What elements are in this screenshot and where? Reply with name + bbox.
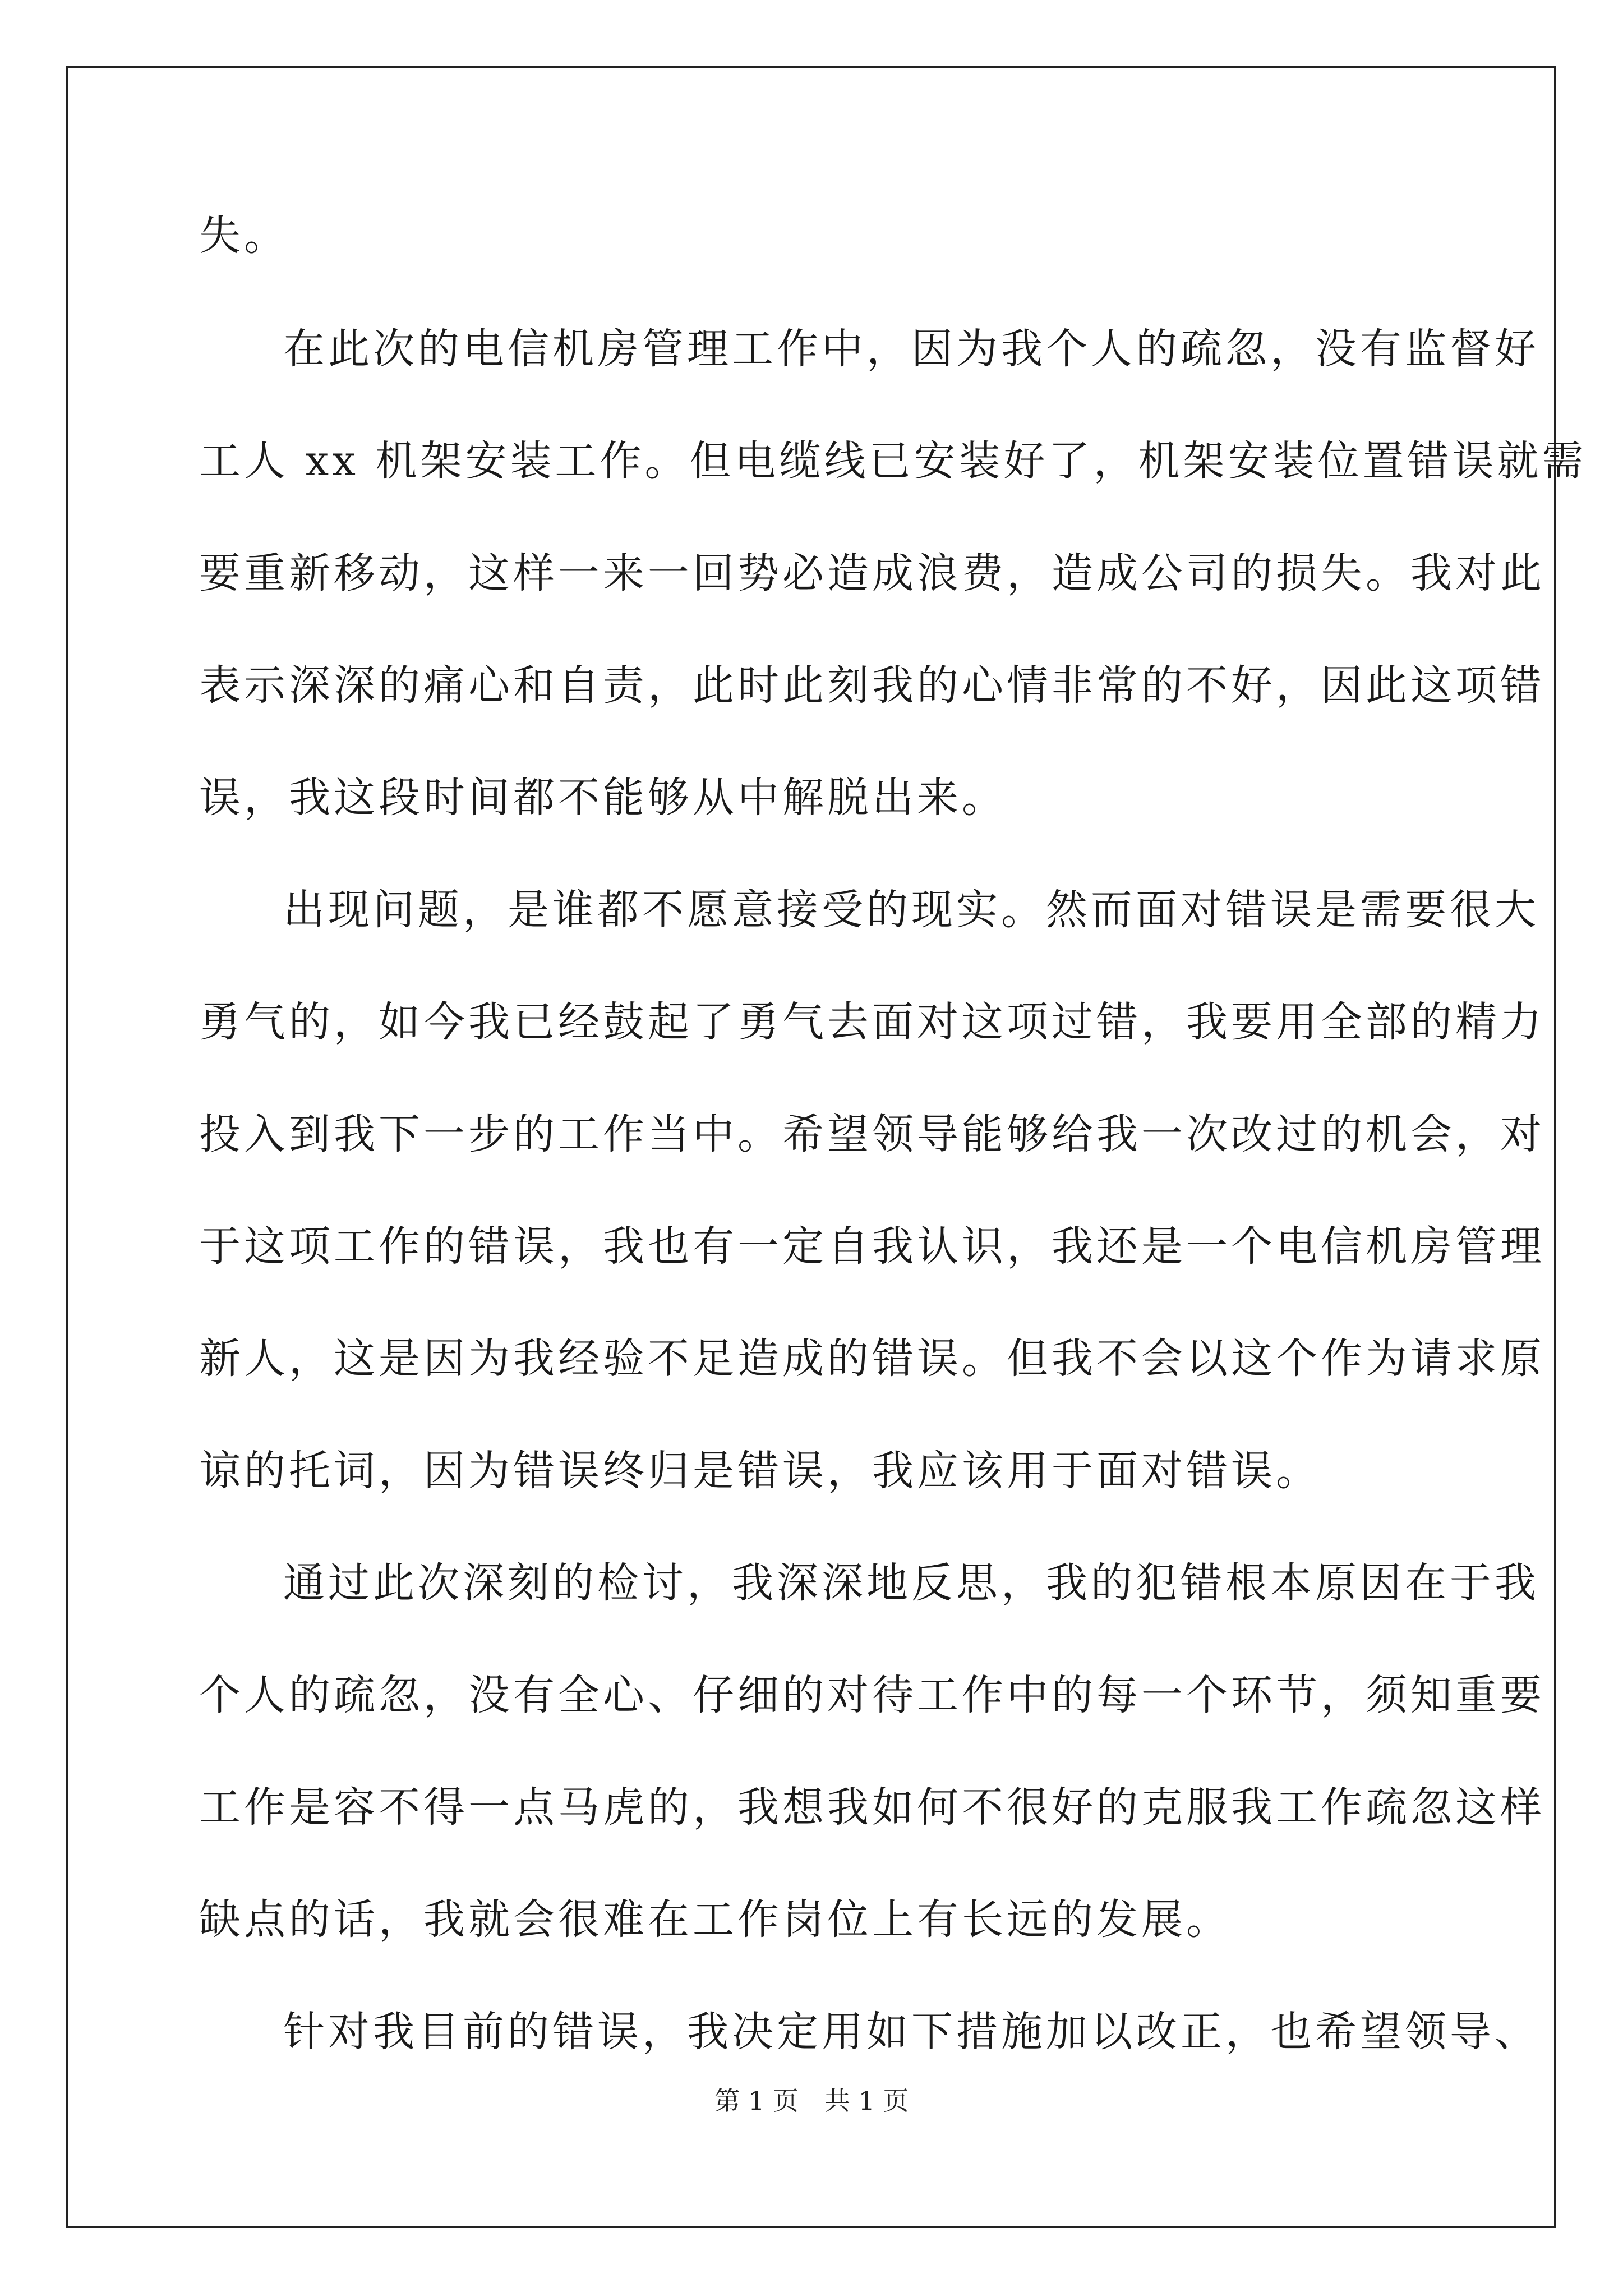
text-line-8: 勇气的，如今我已经鼓起了勇气去面对这项过错，我要用全部的精力 (199, 998, 1545, 1046)
text-line-17: 针对我目前的错误，我决定用如下措施加以改正，也希望领导、 (283, 2008, 1539, 2056)
text-line-4: 要重新移动，这样一来一回势必造成浪费，造成公司的损失。我对此 (199, 549, 1545, 597)
text-line-12: 谅的托词，因为错误终归是错误，我应该用于面对错误。 (199, 1447, 1321, 1495)
text-line-16: 缺点的话，我就会很难在工作岗位上有长远的发展。 (199, 1895, 1231, 1944)
text-line-13: 通过此次深刻的检讨，我深深地反思，我的犯错根本原因在于我 (283, 1559, 1539, 1607)
text-line-7: 出现问题，是谁都不愿意接受的现实。然而面对错误是需要很大 (283, 886, 1539, 934)
page-number-footer: 第 1 页 共 1 页 (714, 2086, 909, 2116)
text-line-1: 失。 (199, 211, 289, 260)
text-line-3: 工人 xx 机架安装工作。但电缆线已安装好了，机架安装位置错误就需 (199, 437, 1587, 485)
text-line-2: 在此次的电信机房管理工作中，因为我个人的疏忽，没有监督好 (283, 325, 1539, 373)
text-line-5: 表示深深的痛心和自责，此时此刻我的心情非常的不好，因此这项错 (199, 661, 1545, 710)
text-line-9: 投入到我下一步的工作当中。希望领导能够给我一次改过的机会，对 (199, 1110, 1545, 1158)
text-line-14: 个人的疏忽，没有全心、仔细的对待工作中的每一个环节，须知重要 (199, 1671, 1545, 1719)
text-line-10: 于这项工作的错误，我也有一定自我认识，我还是一个电信机房管理 (199, 1222, 1545, 1271)
text-line-11: 新人，这是因为我经验不足造成的错误。但我不会以这个作为请求原 (199, 1335, 1545, 1383)
text-line-6: 误，我这段时间都不能够从中解脱出来。 (199, 774, 1007, 822)
text-line-15: 工作是容不得一点马虎的，我想我如何不很好的克服我工作疏忽这样 (199, 1783, 1545, 1832)
